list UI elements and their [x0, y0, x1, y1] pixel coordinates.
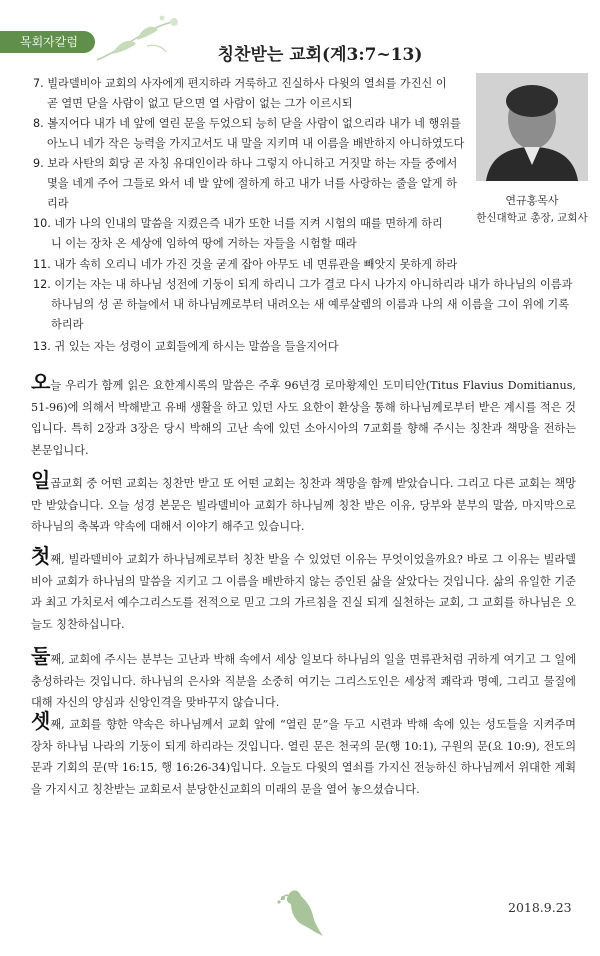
paragraph-text: 째, 교회를 향한 약속은 하나님께서 교회 앞에 “열린 문”을 두고 시련과 박해 속에 있는 성도들을 지켜주며 장차 하나님 나라의 기둥이 되게 하리라는 것입니다. 열린 문은 천국의 문(행 10:1), 구원의 문(요 10:9), 전도의 문과 기회의 문(막 16:15, 행 16:26-34)입니다. 오늘도 다윗의 열쇠를 가지신 전능하신 하나님께서 위대한 계획을 가지시고 칭찬받는 교회로서 분당한신교회의 미래의 문을 열어 놓으셨습니다.	[31, 718, 576, 796]
verse-line: 리라	[47, 197, 69, 210]
drop-cap: 셋	[31, 709, 51, 733]
paragraph-4	[31, 646, 576, 714]
drop-cap: 일	[31, 468, 51, 492]
paragraph-1	[31, 372, 576, 461]
paragraph-5	[31, 711, 576, 800]
paragraph-3	[31, 546, 576, 635]
verse-line: 하나님의 성 곧 하늘에서 내 하나님께로부터 내려오는 새 예루살렘의 이름과 나의 새 이름을 그이 위에 기록	[51, 298, 570, 311]
verse-line: 10. 네가 나의 인내의 말씀을 지켰은즉 내가 또한 너를 지켜 시험의 때를 면하게 하리	[33, 217, 443, 230]
verse-line: 11. 내가 속히 오리니 네가 가진 것을 굳게 잡아 아무도 네 면류관을 빼앗지 못하게 하라	[33, 258, 458, 271]
verse-line: 니 이는 장차 온 세상에 임하여 땅에 거하는 자들을 시험할 때라	[51, 237, 357, 250]
paragraph-text: 늘 우리가 함께 읽은 요한계시록의 말씀은 주후 96년경 로마황제인 도미티안(Titus Flavius Domitianus, 51-96)에 의해서 박해받고 유배 생활을 하고 있던 사도 요한이 환상을 통해 하나님께로부터 받은 계시를 적은 것입니다. 특히 2장과 3장은 당시 박해의 고난 속에 있던 소아시아의 7교회를 향해 주시는 칭찬과 책망을 전하는 본문입니다.	[31, 379, 576, 457]
date-stamp: 2018.9.23	[508, 900, 572, 915]
author-name: 연규홍목사	[505, 194, 559, 207]
author-affiliation: 한신대학교 총장, 교회사	[476, 212, 588, 224]
paragraph-text: 째, 빌라델비아 교회가 하나님께로부터 칭찬 받을 수 있었던 이유는 무엇이었을까요? 바로 그 이유는 빌라델비아 교회가 하나님의 말씀을 지키고 그 이름을 배반하지 않는 증인된 삶을 살았다는 것입니다. 삶의 유일한 기준과 최고 가치로서 예수그리스도를 전적으로 믿고 그의 가르침을 진실 되게 실천하는 교회, 그 교회를 하나님은 오늘도 칭찬하십니다.	[31, 553, 576, 631]
verse-line: 하리라	[51, 318, 84, 331]
verse-line: 7. 빌라델비아 교회의 사자에게 편지하라 거룩하고 진실하사 다윗의 열쇠를 가진신 이	[33, 77, 447, 90]
verse-line: 8. 볼지어다 내가 네 앞에 열린 문을 두었으되 능히 닫을 사람이 없으리라 내가 네 행위를	[33, 117, 461, 130]
verse-line: 몇을 네게 주어 그들로 와서 네 발 앞에 절하게 하고 내가 너를 사랑하는 줄을 알게 하	[47, 177, 457, 190]
drop-cap: 오	[31, 370, 51, 394]
section-label: 목회자칼럼	[0, 31, 95, 53]
paragraph-text: 째, 교회에 주시는 분부는 고난과 박해 속에서 세상 일보다 하나님의 일을 면류관처럼 귀하게 여기고 그 일에 충성하라는 것입니다. 하나님의 은사와 직분을 소중히 여기는 그리스도인은 세상적 쾌락과 명예, 그리고 물질에 대해 자신의 양심과 신앙인격을 맞바꾸지 않습니다.	[31, 653, 576, 709]
paragraph-2	[31, 470, 576, 538]
author-photo	[476, 73, 588, 181]
paragraph-text: 곱교회 중 어떤 교회는 칭찬만 받고 또 어떤 교회는 칭찬과 책망을 함께 받았습니다. 그리고 다른 교회는 책망만 받았습니다. 오늘 성경 본문은 빌라델비아 교회가 하나님께 칭찬 받은 이유, 당부와 분부의 말씀, 마지막으로 하나님의 축복과 약속에 대해서 이야기 해주고 있습니다.	[31, 477, 576, 533]
verse-line: 13. 귀 있는 자는 성령이 교회들에게 하시는 말씀을 들을지어다	[33, 340, 339, 353]
drop-cap: 첫	[31, 544, 51, 568]
drop-cap: 둘	[31, 644, 51, 668]
page-title: 칭찬받는 교회(계3:7~13)	[217, 45, 423, 65]
bird-ornament	[275, 880, 330, 940]
verse-line: 아노니 네가 작은 능력을 가지고서도 내 말을 지키며 내 이름을 배반하지 아니하였도다	[47, 137, 465, 150]
verse-line: 12. 이기는 자는 내 하나님 성전에 기둥이 되게 하리니 그가 결코 다시 나가지 아니하리라 내가 하나님의 이름과	[33, 278, 573, 291]
verse-line: 곧 열면 닫을 사람이 없고 닫으면 열 사람이 없는 그가 이르시되	[47, 97, 353, 110]
verse-line: 9. 보라 사탄의 회당 곧 자칭 유대인이라 하나 그렇지 아니하고 거짓말 하는 자들 중에서	[33, 157, 458, 170]
